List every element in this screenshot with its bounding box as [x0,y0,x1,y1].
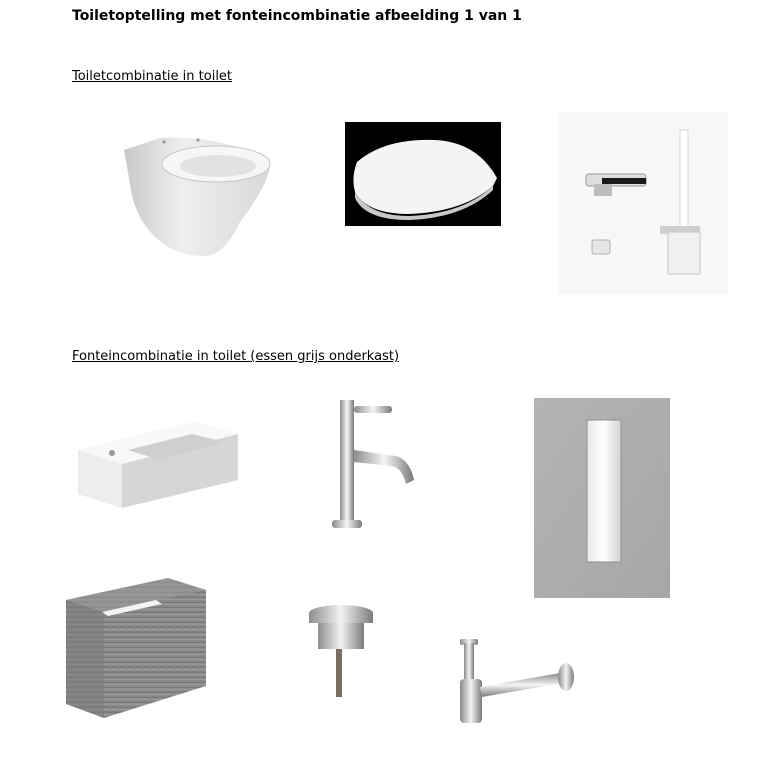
section-heading-fountain: Fonteincombinatie in toilet (essen grijs onderkast) [72,349,400,364]
cabinet-icon [64,576,210,722]
section-heading-toilet: Toiletcombinatie in toilet [72,69,233,84]
tap-icon [330,398,420,532]
wall-hung-toilet-icon [120,132,278,260]
fountain-basin-icon [74,420,242,510]
toilet-seat-icon [345,122,501,226]
drain-plug-icon [306,603,376,699]
toilet-accessories-icon [558,112,728,294]
siphon-icon [456,637,580,725]
mirror-icon [534,398,670,598]
page-title: Toiletoptelling met fonteincombinatie afbeelding 1 van 1 [72,8,522,24]
